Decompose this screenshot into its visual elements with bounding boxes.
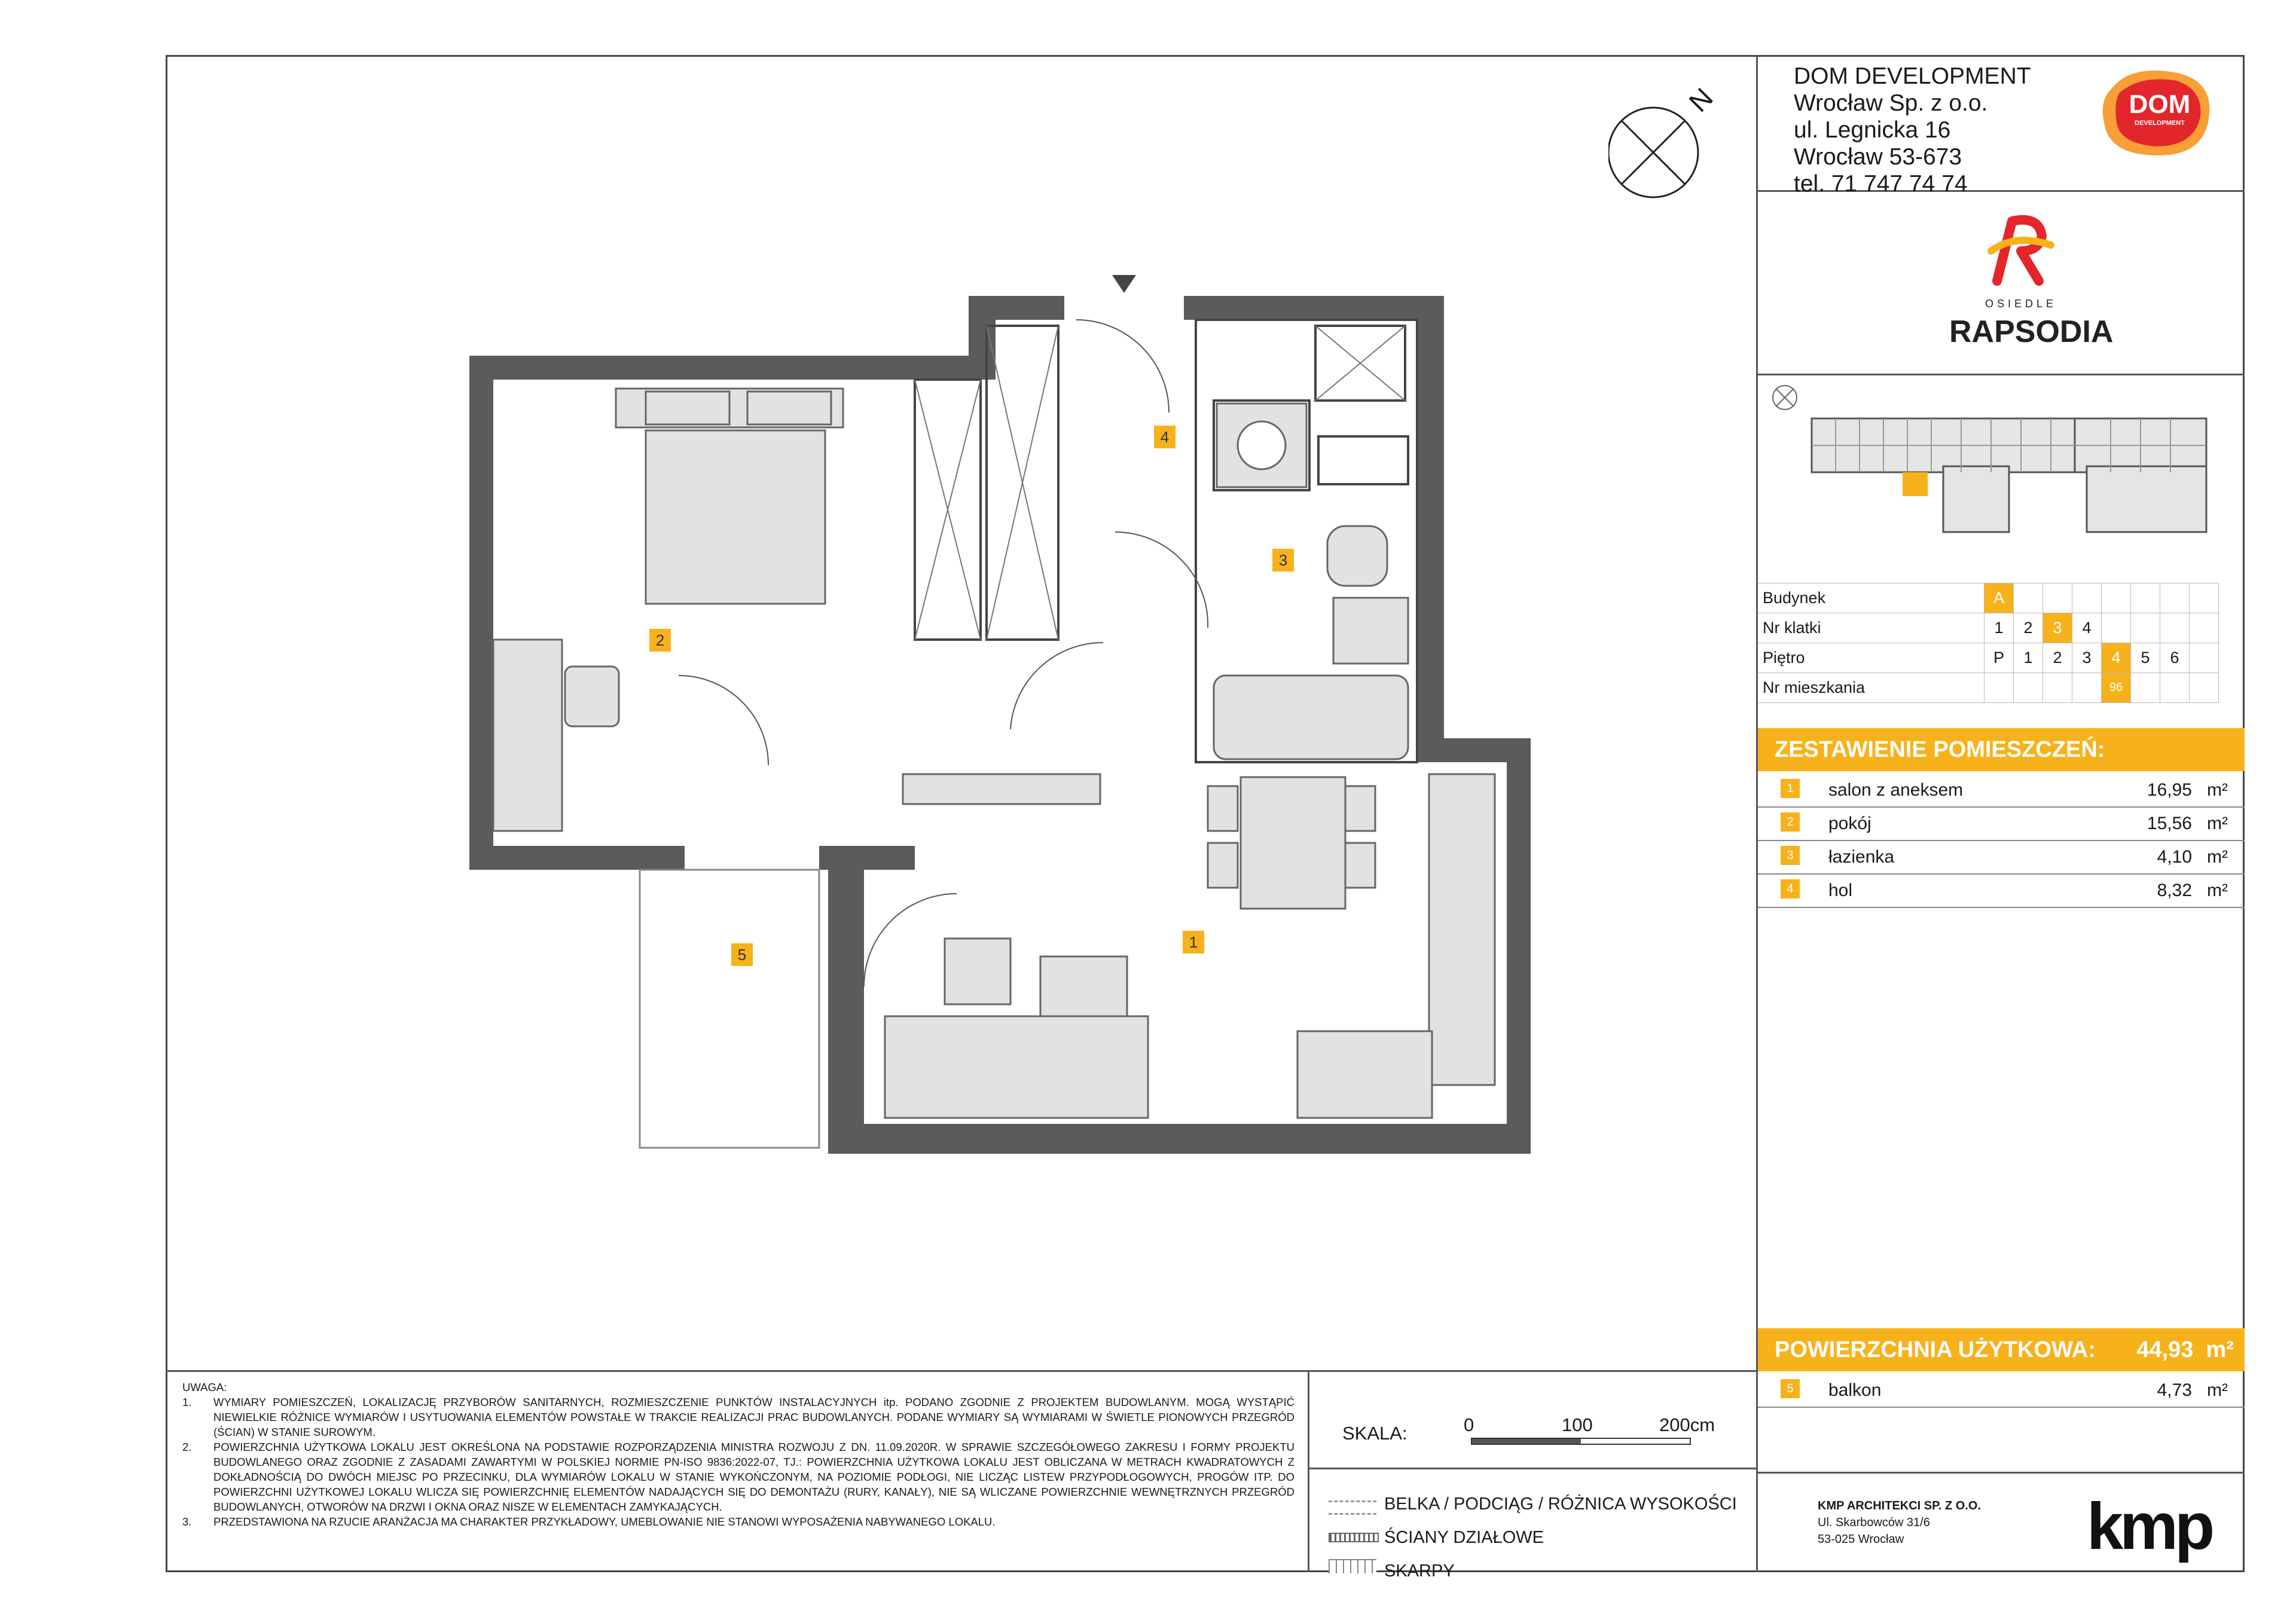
- prop-cell: 96: [2102, 673, 2131, 703]
- plan-tag-2: 2: [649, 629, 671, 652]
- dom-logo-text: DOM: [2129, 90, 2191, 119]
- prop-cell: 1: [1984, 613, 2014, 643]
- architect-name: KMP ARCHITEKCI SP. Z O.O.: [1818, 1499, 1981, 1512]
- usable-area-label: POWIERZCHNIA UŻYTKOWA:: [1775, 1337, 2096, 1362]
- room-row: [1758, 806, 2245, 841]
- room-area: [2147, 814, 2228, 834]
- legend-slope-label: SKARPY: [1384, 1561, 1455, 1581]
- project-label-big: RAPSODIA: [1949, 314, 2114, 349]
- company-line: Wrocław 53-673: [1794, 144, 1962, 170]
- rapsodia-logo: [1949, 209, 2114, 359]
- prop-cell: 4: [2072, 613, 2102, 643]
- site-key-plan: [1764, 383, 2242, 577]
- bed: [616, 389, 843, 604]
- note-text: POWIERZCHNIA UŻYTKOWA LOKALU JEST OKREŚLONA NA PODSTAWIE ROZPORZĄDZENIA MINISTRA ROZWOJU Z DN. 11.09.2020R. W SPRAWIE SZCZEGÓŁOWEGO ZAKRESU I FORMY PROJEKTU BUDOWLANEGO ORAZ ZGODNIE Z ZASADAMI ZAWARTYMI W POLSKIEJ NORMIE PN-ISO 9836:2022-07, TJ.: POWIERZCHNIA UŻYTKOWA LOKALU JEST OBLICZANA W METRACH KWADRATOWYCH Z DOKŁADNOŚCIĄ DO DWÓCH MIEJSC PO PRZECINKU, DLA WYMIARÓW LOKALU W STANIE WYKOŃCZONYM, NA POZIOMIE PODŁOGI, NIE LICZĄC LISTEW PRZYPODŁOGOWYCH, PROGÓW ITP. DO POWIERZCHNI UŻYTKOWEJ LOKALU WLICZA SIĘ POWIERZCHNIĘ ELEMENTÓW NADAJĄCYCH SIĘ DO DEMONTAŻU (RURY, KANAŁY), NIE SĄ WLICZANE POWIERZCHNIE WEWNĘTRZNYCH PRZEGRÓD BUDOWLANYCH, OTWORÓW NA DRZWI I OKNA ORAZ NISZE W ELEMENTACH ZAMYKAJĄCYCH.: [213, 1441, 1294, 1513]
- footer-split-1: [1308, 1370, 1309, 1572]
- room-area: [2157, 881, 2228, 901]
- prop-cell: 4: [2102, 643, 2131, 673]
- note-number: 1.: [182, 1396, 192, 1408]
- floor-plan: [466, 269, 1531, 1154]
- usable-area-value: [2136, 1328, 2234, 1371]
- prop-row-stair: [1758, 613, 2219, 643]
- usable-area-number: 44,93: [2136, 1337, 2194, 1362]
- room-area-unit: m²: [2207, 814, 2228, 833]
- legend-beam-label: BELKA / PODCIĄG / RÓŻNICA WYSOKOŚCI: [1384, 1494, 1737, 1514]
- room-name: łazienka: [1828, 847, 1895, 867]
- note-text: WYMIARY POMIESZCZEŃ, LOKALIZACJĘ PRZYBORÓW SANITARNYCH, ROZMIESZCZENIE PUNKTÓW INSTALACYJNYCH itp. PODANO ZGODNIE Z PROJEKTEM BUDOWLANYM. MOGĄ WYSTĄPIĆ NIEWIELKIE RÓŻNICE WYMIARÓW I USYTUOWANIA ELEMENTÓW POWSTAŁE W TRAKCIE REALIZACJI PRAC BUDOWLANYCH. PODANE WYMIARY SĄ WYMIARAMI W ŚWIETLE PIONOWYCH PRZEGRÓD (ŚCIAN) W STANIE SUROWYM.: [213, 1396, 1294, 1438]
- apartment-properties: [1758, 583, 2219, 703]
- architect-street: Ul. Skarbowców 31/6: [1818, 1516, 1930, 1529]
- plan-tag-4: 4: [1154, 426, 1176, 448]
- note-item: [182, 1514, 1294, 1529]
- room-number: 4: [1781, 879, 1800, 898]
- architect-info: [1818, 1497, 1981, 1548]
- room-area-value: 8,32: [2157, 881, 2192, 900]
- north-compass: [1608, 81, 1719, 203]
- dom-logo-subtext: DEVELOPMENT: [2135, 120, 2185, 127]
- room-area-value: 15,56: [2147, 814, 2192, 833]
- prop-cell: 3: [2072, 643, 2102, 673]
- prop-label: Budynek: [1758, 583, 1984, 613]
- footer-divider: [166, 1370, 1758, 1372]
- rooms-header: [1758, 728, 2245, 771]
- room-number: 2: [1781, 812, 1800, 832]
- footer-split-2: [1308, 1468, 1756, 1469]
- legend-slope-swatch: [1329, 1559, 1376, 1573]
- note-item: [182, 1439, 1294, 1514]
- north-label: N: [1683, 81, 1719, 118]
- scale-label: SKALA:: [1342, 1423, 1407, 1444]
- note-item: [182, 1395, 1294, 1439]
- room-area: [2147, 780, 2228, 800]
- prop-cell: 6: [2160, 643, 2190, 673]
- room-row: [1758, 773, 2245, 808]
- room-row: [1758, 840, 2245, 875]
- prop-label: Nr mieszkania: [1758, 673, 1984, 703]
- prop-label: Nr klatki: [1758, 613, 1984, 643]
- prop-cell: 5: [2131, 643, 2160, 673]
- architect-divider: [1756, 1472, 2245, 1474]
- balcony-area: [2157, 1380, 2228, 1401]
- prop-row-apartment: [1758, 673, 2219, 703]
- prop-cell: A: [1984, 583, 2014, 613]
- company-address: [1794, 63, 2031, 197]
- plan-tag-3: 3: [1272, 549, 1294, 571]
- company-line: ul. Legnicka 16: [1794, 117, 1951, 143]
- legend-partition-label: ŚCIANY DZIAŁOWE: [1384, 1528, 1544, 1547]
- prop-cell: 2: [2014, 613, 2043, 643]
- room-name: hol: [1828, 881, 1853, 900]
- room-number: 1: [1781, 779, 1800, 798]
- rooms-header-text: ZESTAWIENIE POMIESZCZEŃ:: [1775, 737, 2105, 762]
- architect-city: 53-025 Wrocław: [1818, 1533, 1904, 1546]
- plan-tag-1: 1: [1183, 931, 1204, 953]
- room-area-unit: m²: [2207, 780, 2228, 800]
- notes-block: [182, 1380, 1294, 1529]
- balcony-area-unit: m²: [2207, 1380, 2228, 1400]
- room-area-unit: m²: [2207, 881, 2228, 900]
- scale-tick-200: 200cm: [1659, 1414, 1715, 1435]
- room-name: salon z aneksem: [1828, 780, 1964, 800]
- prop-cell: 2: [2043, 643, 2072, 673]
- company-line: DOM DEVELOPMENT: [1794, 63, 2031, 89]
- scale-bar: [1471, 1438, 1691, 1445]
- balcony-number: 5: [1781, 1379, 1800, 1398]
- note-number: 2.: [182, 1441, 192, 1453]
- note-number: 3.: [182, 1515, 192, 1528]
- legend-beam-swatch: [1329, 1500, 1376, 1515]
- usable-area-bar: [1758, 1328, 2245, 1371]
- scale-tick-0: 0: [1464, 1414, 1474, 1435]
- room-number: 3: [1781, 846, 1800, 865]
- room-row: [1758, 873, 2245, 908]
- room-area-value: 16,95: [2147, 780, 2192, 800]
- dom-development-logo: [2093, 66, 2218, 161]
- project-label-small: OSIEDLE: [1984, 298, 2057, 310]
- scale-tick-100: 100: [1562, 1414, 1593, 1435]
- prop-cell: P: [1984, 643, 2014, 673]
- legend-partition-swatch: [1329, 1533, 1379, 1542]
- prop-label: Piętro: [1758, 643, 1984, 673]
- kmp-logo: kmp: [2087, 1490, 2212, 1563]
- balcony-name: balkon: [1828, 1380, 1882, 1400]
- room-name: pokój: [1828, 814, 1871, 833]
- room-area: [2157, 847, 2228, 867]
- usable-area-unit: m²: [2206, 1337, 2234, 1362]
- project-divider: [1756, 374, 2245, 375]
- rapsodia-mark-icon: [1979, 209, 2063, 293]
- room-area-value: 4,10: [2157, 847, 2192, 867]
- balcony-area-value: 4,73: [2157, 1380, 2192, 1400]
- company-line: Wrocław Sp. z o.o.: [1794, 90, 1988, 116]
- notes-title: UWAGA:: [182, 1381, 227, 1393]
- balcony-row: [1758, 1373, 2245, 1408]
- plan-tag-5: 5: [731, 943, 753, 966]
- prop-row-building: [1758, 583, 2219, 613]
- prop-row-floor: [1758, 643, 2219, 673]
- note-text: PRZEDSTAWIONA NA RZUCIE ARANŻACJA MA CHARAKTER PRZYKŁADOWY, UMEBLOWANIE NIE STANOWI WYPOSAŻENIA NABYWANEGO LOKALU.: [213, 1515, 996, 1528]
- key-plan-compass-icon: [1773, 386, 1797, 409]
- company-line: tel. 71 747 74 74: [1794, 171, 1968, 197]
- prop-cell: 1: [2014, 643, 2043, 673]
- room-area-unit: m²: [2207, 847, 2228, 867]
- prop-cell: 3: [2043, 613, 2072, 643]
